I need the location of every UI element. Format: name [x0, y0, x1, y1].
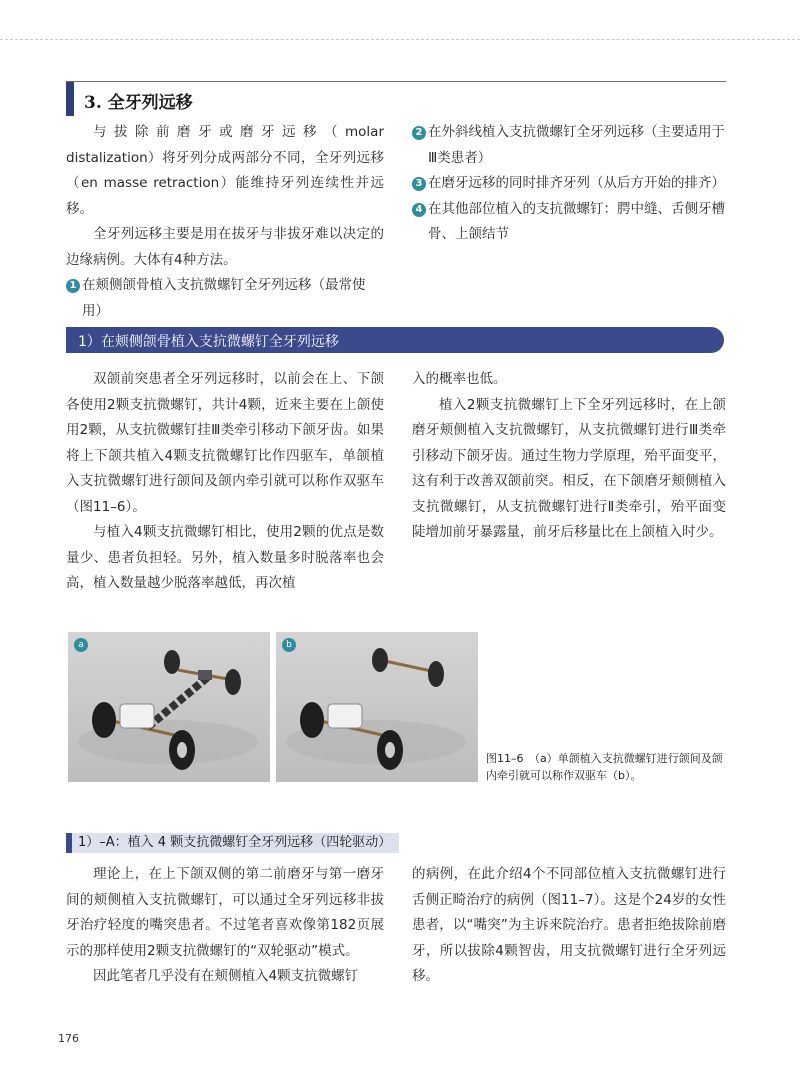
- subsection-left-paragraph-2: 因此笔者几乎没有在颊侧植入4颗支抗微螺钉: [93, 968, 359, 984]
- body-right-paragraph-2: 植入2颗支抗微螺钉上下全牙列远移时，在上颌磨牙颊侧植入支抗微螺钉，从支抗微螺钉进行Ⅲ类牵引移动下颌牙齿。通过生物力学原理，殆平面变平，这有利于改善双颌前突。相反，在下颌磨牙颊侧植入支抗微螺钉，从支抗微螺钉进行Ⅱ类牵引，殆平面变陡增加前牙暴露量，前牙后移量比在上颌植入时少。: [412, 396, 726, 540]
- intro-paragraph-2: 全牙列远移主要是用在拔牙与非拔牙难以决定的边缘病例。大体有4种方法。: [66, 226, 384, 268]
- intro-paragraph-1: 与拔除前磨牙或磨牙远移（molar distalization）将牙列分成两部分不同，全牙列远移（en masse retraction）能维持牙列连续性并远移。: [66, 124, 384, 217]
- body-left-paragraph-2: 与植入4颗支抗微螺钉相比，使用2颗的优点是数量少、患者负担轻。另外，植入数量多时脱落率也会高，植入数量越少脱落率越低，再次植: [66, 524, 384, 591]
- page-number: 176: [58, 1032, 79, 1045]
- method-text-1: 在颊侧颌骨植入支抗微螺钉全牙列远移（最常使用）: [82, 277, 366, 319]
- method-item-2: [412, 120, 726, 171]
- number-badge-2: 2: [412, 126, 426, 140]
- method-item-1: [66, 273, 384, 324]
- figure-caption: 图11–6 （a）单颌植入支抗微螺钉进行颌间及颌内牵引就可以称作双驱车（b）。: [486, 752, 723, 782]
- figure-label-a: a: [74, 638, 88, 652]
- figure-label-b: b: [282, 638, 296, 652]
- subsection-left-paragraph-1: 理论上，在上下颌双侧的第二前磨牙与第一磨牙间的颊侧植入支抗微螺钉，可以通过全牙列远移非拔牙治疗轻度的嘴突患者。不过笔者喜欢像第182页展示的那样使用2颗支抗微螺钉的“双轮驱动”模式。: [66, 866, 384, 959]
- subsection-banner: [66, 327, 724, 353]
- subsection-left-column: [66, 862, 384, 990]
- two-wheel-car-illustration: [276, 632, 478, 782]
- body-right-column: [412, 367, 726, 546]
- section-heading-bar: [66, 82, 74, 116]
- intro-left-column: [66, 120, 384, 324]
- number-badge-1: 1: [66, 279, 80, 293]
- method-text-4: 在其他部位植入的支抗微螺钉：腭中缝、舌侧牙槽骨、上颌结节: [428, 200, 725, 242]
- body-left-column: [66, 367, 384, 597]
- banner-title: 1）在颊侧颌骨植入支抗微螺钉全牙列远移: [78, 334, 339, 350]
- subsection-right-column: [412, 862, 726, 990]
- method-text-3: 在磨牙远移的同时排齐牙列（从后方开始的排齐）: [428, 175, 725, 191]
- method-item-3: [412, 171, 726, 197]
- subsection-heading: 1）–A：植入 4 颗支抗微螺钉全牙列远移（四轮驱动）: [66, 833, 399, 853]
- body-left-paragraph-1: 双颌前突患者全牙列远移时，以前会在上、下颌各使用2颗支抗微螺钉，共计4颗，近来主要在上颌使用2颗，从支抗微螺钉挂Ⅲ类牵引移动下颌牙齿。如果将上下颌共植入4颗支抗微螺钉比作四驱车，单颌植入支抗微螺钉进行颌间及颌内牵引就可以称作双驱车（图11–6）。: [66, 371, 384, 515]
- body-right-paragraph-1: 入的概率也低。: [412, 371, 507, 387]
- figure-a-four-wheel-drive: [68, 632, 270, 782]
- top-dashed-rule: [0, 39, 800, 40]
- section-heading: [66, 81, 726, 116]
- number-badge-3: 3: [412, 177, 426, 191]
- intro-right-column: [412, 120, 726, 248]
- four-wheel-car-illustration: [68, 632, 270, 782]
- method-text-2: 在外斜线植入支抗微螺钉全牙列远移（主要适用于Ⅲ类患者）: [428, 124, 725, 166]
- method-item-4: [412, 197, 726, 248]
- subsection-right-paragraph-1: 的病例，在此介绍4个不同部位植入支抗微螺钉进行舌侧正畸治疗的病例（图11–7）。这是个24岁的女性患者，以“嘴突”为主诉来院治疗。患者拒绝拔除前磨牙，所以拔除4颗智齿，用支抗微螺钉进行全牙列远移。: [412, 866, 726, 984]
- section-title: 3. 全牙列远移: [84, 93, 193, 113]
- number-badge-4: 4: [412, 203, 426, 217]
- figure-b-two-wheel-drive: [276, 632, 478, 782]
